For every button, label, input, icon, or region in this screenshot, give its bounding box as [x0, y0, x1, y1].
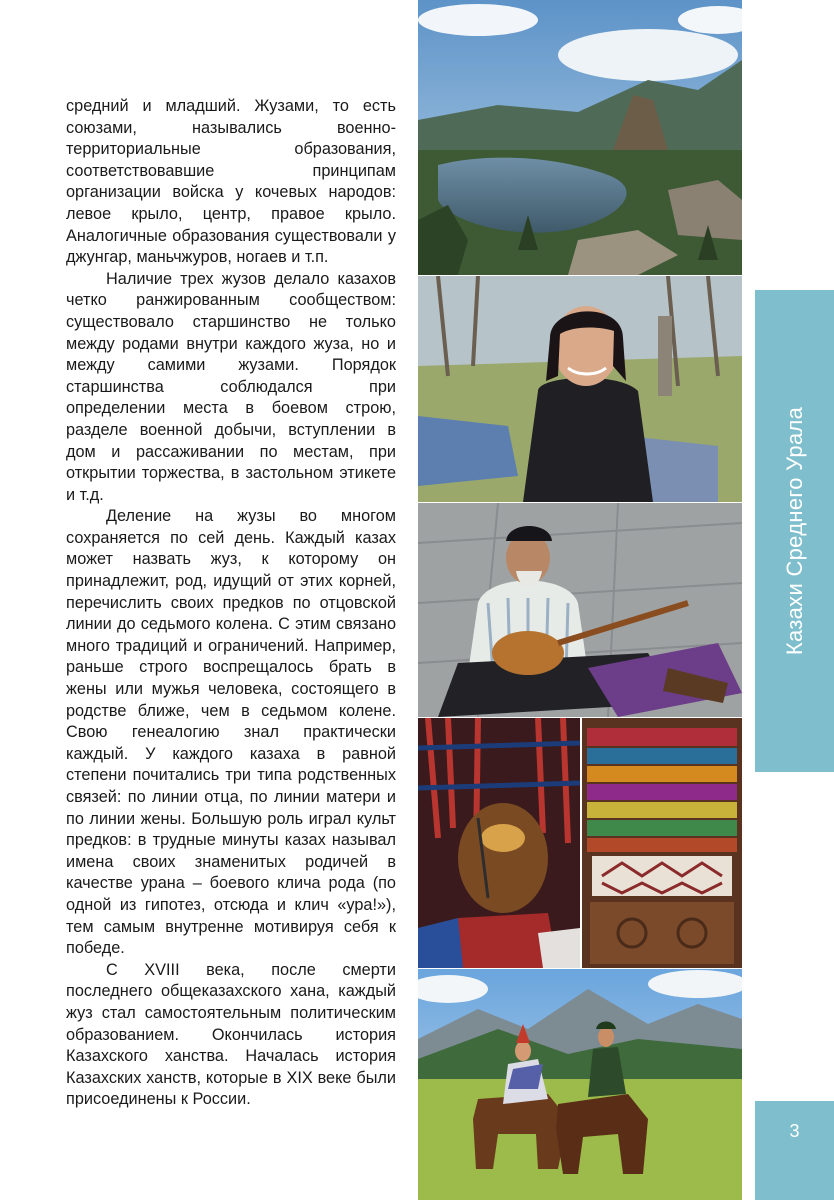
section-title: Казахи Среднего Урала [781, 406, 807, 656]
article-text [66, 96, 396, 1111]
paragraph-1: средний и младший. Жузами, то есть союзами, назывались военно-территориальные образования, соответствовавшие принципам организации войска у кочевых народов: левое крыло, центр, правое крыло. Аналогичные образования существовали у джунгар, маньчжуров, ногаев и т.п. [66, 97, 396, 267]
page-number: 3 [789, 1121, 800, 1141]
paragraph-3: Деление на жузы во многом сохраняется по сей день. Каждый казах может назвать жуз, к которому он принадлежит, род, идущий от этих корней, перечислить своих предков по отцовской линии до седьмого колена. С этим связано много традиций и ограничений. Например, раньше строго воспрещалось брать в жены или мужья человека, состоящего в родстве ближе, чем в седьмом колене. Свою генеалогию знал практически каждый. У каждого казаха в равной степени почитались три типа родственных связей: по линии отца, по линии матери и по линии жены. Большую роль играл культ предков: в трудные минуты казах называл имена своих знаменитых родичей в качестве урана – боевого клича рода (по одной из гипотез, отсюда и клич «ура!»), тем самым внутренне мотивируя себя к победе. [66, 507, 396, 958]
photo-riders-mountains [418, 969, 742, 1200]
photo-girl-park [418, 276, 742, 502]
photo-lake-landscape [418, 0, 742, 275]
page-number-tab [755, 1101, 834, 1200]
photo-textiles-saddle [418, 718, 580, 968]
paragraph-2: Наличие трех жузов делало казахов четко ранжированным сообществом: существовало старшинство не только между родами внутри каждого жуза, но и между самими жузами. Порядок старшинства соблюдался при определении места в боевом строю, разделе военной добычи, вступлении в дом и рассаживании по местам, при открытии торжества, в застольном этикете и т.д. [66, 269, 396, 504]
section-tab [755, 290, 834, 772]
paragraph-4: С XVIII века, после смерти последнего общеказахского хана, каждый жуз стал самостоятельным политическим образованием. Окончилась история Казахского ханства. Началась история Казахских ханств, которые в XIX веке были присоединены к России. [66, 960, 396, 1109]
photo-elder-dombra [418, 503, 742, 717]
photo-embroidered-fabrics [582, 718, 742, 968]
